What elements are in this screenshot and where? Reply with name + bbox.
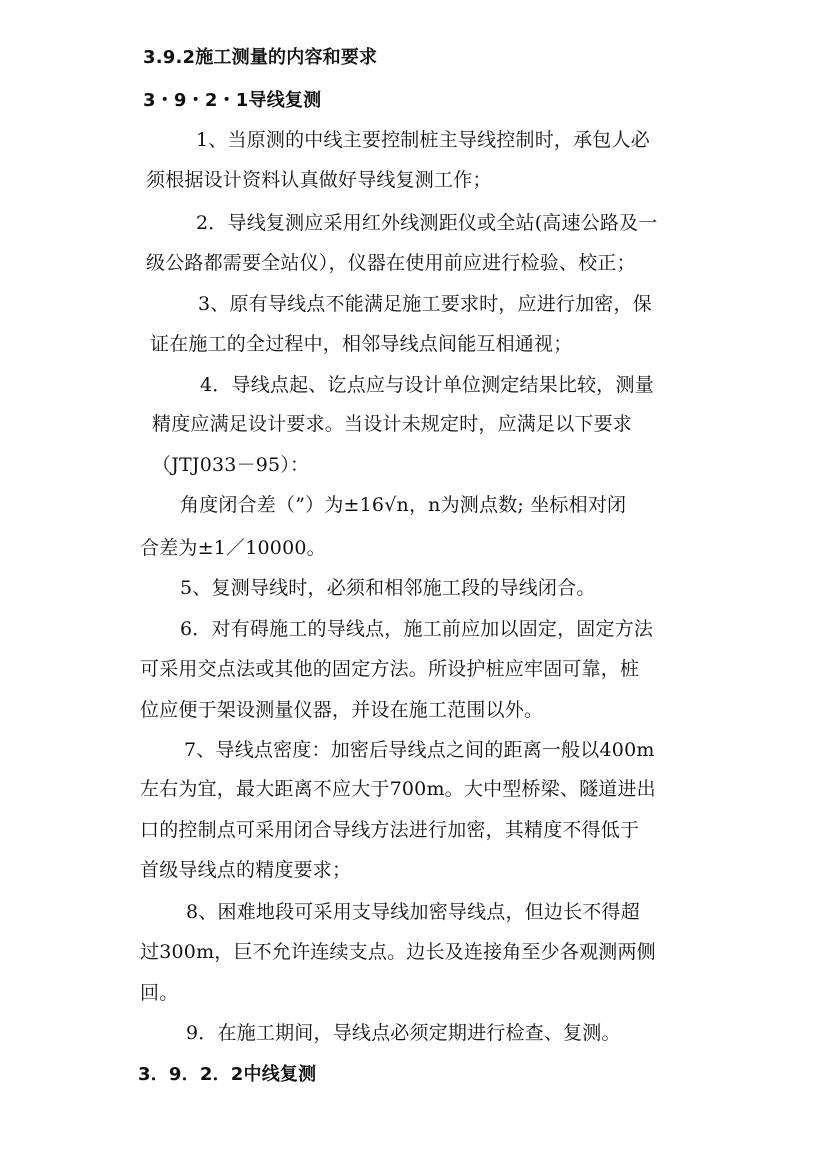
paragraph-line: 证在施工的全过程中，相邻导线点间能互相通视； [150, 333, 573, 355]
paragraph-line: 5、复测导线时，必须和相邻施工段的导线闭合。 [180, 577, 596, 599]
paragraph-line: 2．导线复测应采用红外线测距仪或全站(高速公路及一 [196, 212, 658, 234]
paragraph-line: 回。 [140, 982, 179, 1004]
paragraph-line: 须根据设计资料认真做好导线复测工作； [146, 169, 492, 191]
paragraph-line: （JTJ033－95）： [152, 454, 310, 476]
paragraph-line: 9．在施工期间，导线点必须定期进行检查、复测。 [186, 1022, 621, 1044]
paragraph-line: 合差为±1／10000。 [140, 537, 326, 559]
paragraph-line: 首级导线点的精度要求； [140, 859, 352, 881]
subsection-heading-centerline: 3．9．2．2中线复测 [138, 1064, 317, 1085]
paragraph-line: 4．导线点起、讫点应与设计单位测定结果比较，测量 [200, 374, 654, 396]
paragraph-line: 3、原有导线点不能满足施工要求时，应进行加密，保 [198, 293, 652, 315]
paragraph-line: 精度应满足设计要求。当设计未规定时，应满足以下要求 [152, 413, 633, 435]
paragraph-line: 左右为宜，最大距离不应大于700m。大中型桥梁、隧道进出 [140, 778, 656, 800]
paragraph-line: 7、导线点密度：加密后导线点之间的距离一般以400m [184, 739, 655, 761]
paragraph-line: 8、困难地段可采用支导线加密导线点，但边长不得超 [186, 901, 640, 923]
paragraph-line: 可采用交点法或其他的固定方法。所设护桩应牢固可靠，桩 [140, 658, 640, 680]
paragraph-line: 位应便于架设测量仪器，并设在施工范围以外。 [140, 699, 544, 721]
paragraph-line: 过300m，巨不允许连续支点。边长及连接角至少各观测两侧 [140, 941, 656, 963]
section-heading: 3.9.2施工测量的内容和要求 [143, 47, 378, 68]
paragraph-line: 6．对有碍施工的导线点，施工前应加以固定，固定方法 [180, 618, 654, 640]
paragraph-line: 级公路都需要全站仪），仪器在使用前应进行检验、校正； [146, 252, 636, 274]
subsection-heading-traverse: 3・9・2・1导线复测 [143, 90, 322, 111]
paragraph-line: 角度闭合差（”）为±16√n，n为测点数; 坐标相对闭 [180, 494, 627, 516]
paragraph-line: 口的控制点可采用闭合导线方法进行加密，其精度不得低于 [140, 819, 640, 841]
paragraph-line: 1、当原测的中线主要控制桩主导线控制时，承包人必 [196, 129, 650, 151]
